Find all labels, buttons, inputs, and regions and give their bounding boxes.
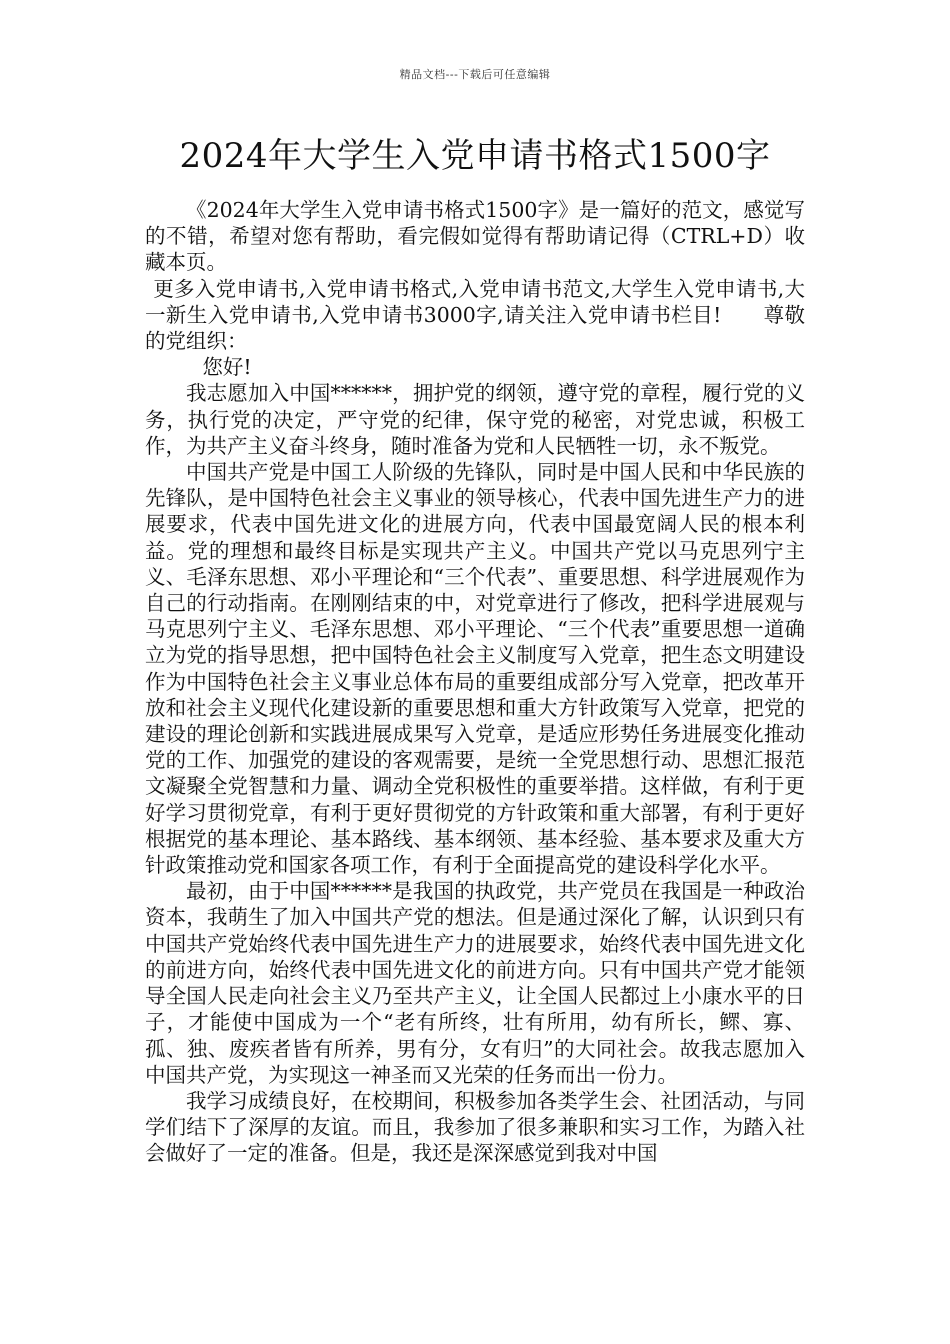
page-header: 精品文档---下载后可任意编辑 bbox=[399, 68, 551, 81]
related-links-paragraph: 更多入党申请书,入党申请书格式,入党申请书范文,大学生入党申请书,大一新生入党申请书,入党申请书3000字,请关注入党申请书栏目! 尊敬的党组织： bbox=[145, 276, 805, 354]
document-title: 2024年大学生入党申请书格式1500字 bbox=[179, 136, 771, 176]
intro-paragraph: 《2024年大学生入党申请书格式1500字》是一篇好的范文，感觉写的不错，希望对您有帮助，看完假如觉得有帮助请记得（CTRL+D）收藏本页。 bbox=[145, 198, 805, 275]
motivation-paragraph: 最初，由于中国******是我国的执政党，共产党员在我国是一种政治资本，我萌生了加入中国共产党的想法。但是通过深化了解，认识到只有中国共产党始终代表中国先进生产力的进展要求，始终代表中国先进文化的前进方向，始终代表中国先进文化的前进方向。只有中国共产党才能领导全国人民走向社会主义乃至共产主义，让全国人民都过上小康水平的日子，才能使中国成为一个“老有所终，壮有所用，幼有所长，鳏、寡、孤、独、废疾者皆有所养，男有分，女有归”的大同社会。故我志愿加入中国共产党，为实现这一神圣而又光荣的任务而出一份力。 bbox=[145, 879, 805, 1087]
greeting-paragraph: 您好! bbox=[202, 355, 252, 380]
party-description-paragraph: 中国共产党是中国工人阶级的先锋队，同时是中国人民和中华民族的先锋队，是中国特色社会主义事业的领导核心，代表中国先进生产力的进展要求，代表中国先进文化的进展方向，代表中国最宽阔人民的根本利益。党的理想和最终目标是实现共产主义。中国共产党以马克思列宁主义、毛泽东思想、邓小平理论和“三个代表”、重要思想、科学进展观作为自己的行动指南。在刚刚结束的中，对党章进行了修改，把科学进展观与马克思列宁主义、毛泽东思想、邓小平理论、“三个代表”重要思想一道确立为党的指导思想，把中国特色社会主义制度写入党章，把生态文明建设作为中国特色社会主义事业总体布局的重要组成部分写入党章，把改革开放和社会主义现代化建设新的重要思想和重大方针政策写入党章，把党的建设的理论创新和实践进展成果写入党章，是适应形势任务进展变化推动党的工作、加强党的建设的客观需要，是统一全党思想行动、思想汇报范文凝聚全党智慧和力量、调动全党积极性的重要举措。这样做，有利于更好学习贯彻党章，有利于更好贯彻党的方针政策和重大部署，有利于更好根据党的基本理论、基本路线、基本纲领、基本经验、基本要求及重大方针政策推动党和国家各项工作，有利于全面提高党的建设科学化水平。 bbox=[145, 460, 805, 878]
document-body bbox=[145, 197, 805, 1167]
personal-background-paragraph: 我学习成绩良好，在校期间，积极参加各类学生会、社团活动，与同学们结下了深厚的友谊。而且，我参加了很多兼职和实习工作，为踏入社会做好了一定的准备。但是，我还是深深感觉到我对中国 bbox=[145, 1088, 805, 1166]
pledge-paragraph: 我志愿加入中国******，拥护党的纲领，遵守党的章程，履行党的义务，执行党的决定，严守党的纪律，保守党的秘密，对党忠诚，积极工作，为共产主义奋斗终身，随时准备为党和人民牺牲一切，永不叛党。 bbox=[145, 381, 805, 458]
